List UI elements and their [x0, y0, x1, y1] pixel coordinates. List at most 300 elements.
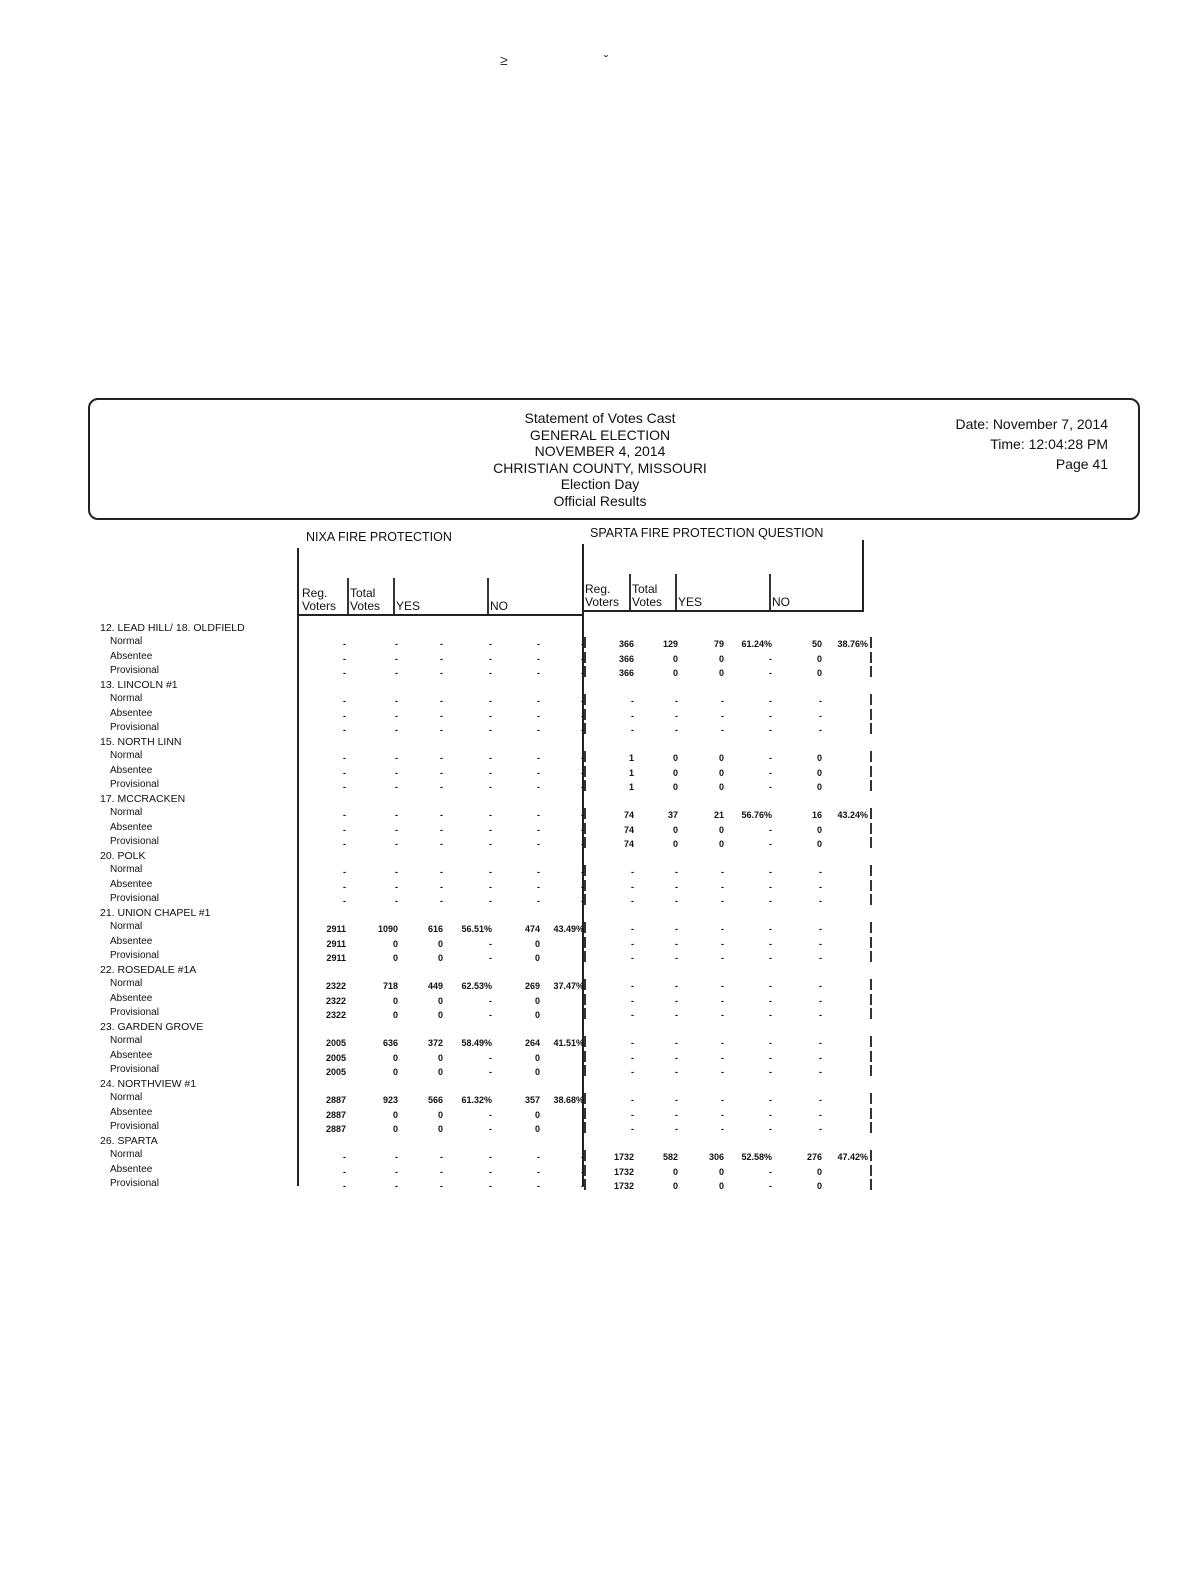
- table-row: [0, 1107, 1200, 1121]
- nixa-cell: 37.47%: [553, 981, 584, 992]
- sparta-cell: 0: [816, 1166, 822, 1177]
- sparta-cell: 74: [623, 810, 634, 821]
- sparta-row-end-tick: [870, 994, 872, 1005]
- nixa-cell: -: [395, 710, 398, 721]
- sparta-row-end-tick: [870, 951, 872, 962]
- vote-type-label: Normal: [110, 1035, 143, 1047]
- sparta-cell: -: [675, 867, 678, 878]
- sparta-cell: -: [769, 1066, 772, 1077]
- table-row: [0, 1064, 1200, 1078]
- vote-type-label: Absentee: [110, 1106, 153, 1118]
- sparta-cell: 0: [718, 1180, 724, 1191]
- sparta-cell: 1732: [613, 1152, 634, 1163]
- vote-type-label: Absentee: [110, 1049, 153, 1061]
- vote-type-label: Normal: [110, 807, 143, 819]
- sparta-cell: -: [675, 881, 678, 892]
- table-row: [0, 722, 1200, 736]
- nixa-cell: -: [440, 881, 443, 892]
- nixa-cell: -: [343, 653, 346, 664]
- nixa-cell: 0: [392, 938, 398, 949]
- sparta-cell: -: [769, 667, 772, 678]
- sparta-cell: -: [819, 1095, 822, 1106]
- nixa-cell: -: [489, 1152, 492, 1163]
- nixa-cell: -: [537, 696, 540, 707]
- nixa-cell: 0: [534, 952, 540, 963]
- nixa-cell: 0: [534, 1109, 540, 1120]
- vote-type-label: Provisional: [110, 664, 159, 676]
- sparta-cell: -: [631, 1052, 634, 1063]
- sparta-cell: -: [675, 696, 678, 707]
- precinct-row: [0, 679, 1200, 693]
- sparta-cell: 0: [718, 781, 724, 792]
- nixa-cell: -: [440, 653, 443, 664]
- vote-type-label: Absentee: [110, 707, 153, 719]
- sparta-cell: -: [819, 1038, 822, 1049]
- nixa-cell: -: [343, 781, 346, 792]
- table-row: [0, 665, 1200, 679]
- nixa-cell: -: [581, 667, 584, 678]
- nixa-cell: -: [395, 781, 398, 792]
- sparta-cell: -: [819, 867, 822, 878]
- nixa-cell: -: [537, 710, 540, 721]
- precinct-row: [0, 907, 1200, 921]
- table-row: [0, 950, 1200, 964]
- sparta-cell: -: [631, 881, 634, 892]
- sparta-cell: -: [675, 938, 678, 949]
- table-row: [0, 779, 1200, 793]
- sparta-cell: -: [769, 653, 772, 664]
- nixa-cell: 0: [392, 1009, 398, 1020]
- nixa-cell: 0: [534, 995, 540, 1006]
- sparta-cell: 366: [618, 667, 634, 678]
- sparta-cell: -: [819, 1123, 822, 1134]
- sparta-cell: -: [769, 753, 772, 764]
- table-row: [0, 936, 1200, 950]
- nixa-cell: -: [537, 1152, 540, 1163]
- sparta-row-end-tick: [870, 723, 872, 734]
- sparta-cell: -: [675, 1052, 678, 1063]
- nixa-cell: 0: [534, 938, 540, 949]
- report-header: [88, 398, 1140, 520]
- nixa-cell: 0: [392, 952, 398, 963]
- nixa-cell: -: [489, 639, 492, 650]
- sparta-row-end-tick: [870, 1008, 872, 1019]
- vote-type-label: Provisional: [110, 1120, 159, 1132]
- sparta-row-end-tick: [870, 751, 872, 762]
- sparta-cell: 0: [672, 781, 678, 792]
- sparta-cell: -: [721, 1038, 724, 1049]
- nixa-cell: -: [440, 767, 443, 778]
- precinct-name: 13. LINCOLN #1: [100, 679, 178, 691]
- nixa-cell: 0: [437, 1066, 443, 1077]
- table-row: [0, 807, 1200, 821]
- sparta-cell: -: [819, 881, 822, 892]
- sparta-cell: -: [769, 781, 772, 792]
- sparta-cell: -: [819, 1066, 822, 1077]
- nixa-cell: -: [581, 881, 584, 892]
- nixa-cell: -: [343, 895, 346, 906]
- nixa-cell: -: [537, 895, 540, 906]
- sparta-col-reg-line2: Voters: [585, 595, 620, 609]
- nixa-cell: 449: [427, 981, 443, 992]
- sparta-cell: -: [631, 995, 634, 1006]
- sparta-cell: -: [721, 895, 724, 906]
- vote-type-label: Normal: [110, 750, 143, 762]
- vote-type-label: Normal: [110, 864, 143, 876]
- table-row: [0, 1092, 1200, 1106]
- sparta-cell: -: [819, 1052, 822, 1063]
- nixa-cell: -: [537, 867, 540, 878]
- nixa-cell: -: [343, 1152, 346, 1163]
- nixa-cell: -: [489, 1066, 492, 1077]
- nixa-cell: 43.49%: [553, 924, 584, 935]
- table-row: [0, 993, 1200, 1007]
- sparta-cell: -: [819, 1109, 822, 1120]
- sparta-cell: -: [721, 1009, 724, 1020]
- nixa-cell: 38.68%: [553, 1095, 584, 1106]
- table-row: [0, 1121, 1200, 1135]
- nixa-cell: -: [440, 753, 443, 764]
- vote-type-label: Provisional: [110, 892, 159, 904]
- sparta-cell: -: [819, 995, 822, 1006]
- sparta-cell: 0: [672, 1166, 678, 1177]
- sparta-cell: 1: [628, 767, 634, 778]
- sparta-cell: 1: [628, 753, 634, 764]
- sparta-cell: 276: [806, 1152, 822, 1163]
- sparta-cell: 0: [672, 653, 678, 664]
- sparta-row-end-tick: [870, 694, 872, 705]
- nixa-cell: 2322: [325, 981, 346, 992]
- table-row: [0, 1035, 1200, 1049]
- election-name: GENERAL ELECTION: [529, 426, 671, 443]
- nixa-cell: -: [537, 810, 540, 821]
- nixa-cell: -: [537, 753, 540, 764]
- sparta-cell: -: [675, 1038, 678, 1049]
- nixa-cell: -: [489, 995, 492, 1006]
- sparta-cell: -: [675, 1066, 678, 1077]
- precinct-row: [0, 1021, 1200, 1035]
- vote-type-label: Provisional: [110, 721, 159, 733]
- precinct-row: [0, 793, 1200, 807]
- sparta-cell: 74: [623, 838, 634, 849]
- sparta-cell: -: [721, 1095, 724, 1106]
- nixa-col-reg-line2: Voters: [302, 599, 337, 613]
- nixa-cell: -: [395, 667, 398, 678]
- nixa-cell: 0: [392, 995, 398, 1006]
- nixa-cell: -: [537, 838, 540, 849]
- sparta-row-end-tick: [870, 652, 872, 663]
- sparta-cell: -: [769, 952, 772, 963]
- nixa-cell: -: [537, 639, 540, 650]
- election-date: NOVEMBER 4, 2014: [534, 443, 666, 459]
- sparta-cell: 38.76%: [837, 639, 868, 650]
- sparta-cell: -: [631, 867, 634, 878]
- report-title: Statement of Votes Cast: [524, 410, 676, 426]
- sparta-cell: -: [675, 952, 678, 963]
- nixa-cell: -: [343, 767, 346, 778]
- sparta-cell: 306: [708, 1152, 724, 1163]
- sparta-cell: 16: [811, 810, 822, 821]
- sparta-cell: -: [631, 938, 634, 949]
- nixa-cell: 2005: [325, 1052, 346, 1063]
- nixa-col-reg-line1: Reg.: [302, 586, 328, 600]
- sparta-cell: -: [769, 895, 772, 906]
- nixa-cell: -: [537, 781, 540, 792]
- nixa-cell: -: [489, 1166, 492, 1177]
- nixa-cell: -: [343, 824, 346, 835]
- sparta-cell: -: [631, 952, 634, 963]
- sparta-cell: -: [769, 1180, 772, 1191]
- nixa-cell: 0: [534, 1123, 540, 1134]
- nixa-cell: -: [581, 781, 584, 792]
- nixa-cell: 0: [392, 1109, 398, 1120]
- sparta-cell: 43.24%: [837, 810, 868, 821]
- nixa-cell: 566: [427, 1095, 443, 1106]
- sparta-cell: -: [769, 1166, 772, 1177]
- sparta-col-total-line2: Votes: [632, 595, 663, 609]
- sparta-cell: -: [819, 724, 822, 735]
- nixa-cell: -: [395, 767, 398, 778]
- nixa-cell: 474: [524, 924, 540, 935]
- sparta-cell: -: [675, 995, 678, 1006]
- nixa-cell: -: [489, 867, 492, 878]
- sparta-cell: 0: [672, 1180, 678, 1191]
- sparta-cell: -: [675, 1009, 678, 1020]
- sparta-cell: -: [631, 924, 634, 935]
- sparta-cell: -: [819, 1009, 822, 1020]
- sparta-cell: -: [769, 995, 772, 1006]
- nixa-cell: 0: [534, 1052, 540, 1063]
- nixa-cell: -: [343, 710, 346, 721]
- nixa-cell: -: [489, 781, 492, 792]
- report-meta: [955, 414, 1108, 474]
- sparta-cell: -: [721, 981, 724, 992]
- sparta-cell: 0: [816, 767, 822, 778]
- sparta-cell: -: [721, 867, 724, 878]
- vote-type-label: Normal: [110, 978, 143, 990]
- precinct-name: 23. GARDEN GROVE: [100, 1021, 204, 1033]
- jurisdiction: CHRISTIAN COUNTY, MISSOURI: [493, 459, 707, 476]
- sparta-cell: -: [631, 1009, 634, 1020]
- nixa-cell: -: [489, 1052, 492, 1063]
- sparta-cell: 0: [816, 753, 822, 764]
- page-number: Page 41: [1055, 456, 1108, 472]
- nixa-cell: 0: [392, 1123, 398, 1134]
- nixa-cell: 2911: [326, 924, 346, 935]
- vote-type-label: Absentee: [110, 764, 153, 776]
- table-row: [0, 750, 1200, 764]
- sparta-cell: -: [721, 1052, 724, 1063]
- sparta-col-reg-line1: Reg.: [585, 582, 611, 596]
- sparta-cell: -: [721, 924, 724, 935]
- table-row: [0, 822, 1200, 836]
- sparta-cell: -: [631, 1095, 634, 1106]
- sparta-cell: 0: [672, 824, 678, 835]
- table-row: [0, 1050, 1200, 1064]
- nixa-cell: 56.51%: [461, 924, 492, 935]
- nixa-cell: 372: [427, 1038, 443, 1049]
- sparta-cell: -: [769, 938, 772, 949]
- nixa-cell: -: [537, 653, 540, 664]
- sparta-cell: -: [819, 696, 822, 707]
- sparta-cell: -: [769, 838, 772, 849]
- sparta-cell: 1732: [613, 1166, 634, 1177]
- sparta-cell: -: [769, 924, 772, 935]
- nixa-cell: 2911: [326, 938, 346, 949]
- vote-type-label: Provisional: [110, 1063, 159, 1075]
- nixa-col-no: NO: [490, 599, 508, 613]
- sparta-cell: -: [721, 724, 724, 735]
- vote-type-label: Normal: [110, 693, 143, 705]
- nixa-no-divider: [487, 578, 489, 614]
- nixa-cell: -: [489, 952, 492, 963]
- sparta-cell: -: [819, 924, 822, 935]
- sparta-cell: 74: [623, 824, 634, 835]
- sparta-cell: 0: [718, 1166, 724, 1177]
- nixa-cell: 0: [437, 1109, 443, 1120]
- nixa-cell: 41.51%: [553, 1038, 584, 1049]
- precinct-name: 21. UNION CHAPEL #1: [100, 907, 211, 919]
- nixa-header-rule: [297, 614, 582, 616]
- nixa-cell: -: [395, 867, 398, 878]
- nixa-cell: -: [489, 1009, 492, 1020]
- sparta-cell: -: [721, 952, 724, 963]
- sparta-cell: -: [721, 1123, 724, 1134]
- sparta-cell: -: [769, 1095, 772, 1106]
- nixa-cell: -: [440, 824, 443, 835]
- nixa-cell: -: [489, 667, 492, 678]
- sparta-cell: -: [631, 724, 634, 735]
- sparta-cell: -: [819, 895, 822, 906]
- nixa-cell: -: [489, 1109, 492, 1120]
- sparta-cell: 0: [816, 653, 822, 664]
- table-row: [0, 636, 1200, 650]
- sparta-row-end-tick: [870, 880, 872, 891]
- sparta-cell: -: [721, 696, 724, 707]
- sparta-cell: 0: [672, 753, 678, 764]
- sparta-cell: 0: [718, 838, 724, 849]
- nixa-cell: -: [440, 781, 443, 792]
- sparta-cell: -: [631, 981, 634, 992]
- sparta-cell: 1732: [613, 1180, 634, 1191]
- nixa-cell: -: [581, 767, 584, 778]
- nixa-cell: -: [440, 810, 443, 821]
- nixa-cell: -: [343, 838, 346, 849]
- nixa-cell: -: [343, 881, 346, 892]
- nixa-cell: -: [395, 653, 398, 664]
- nixa-cell: 0: [437, 952, 443, 963]
- sparta-cell: -: [769, 867, 772, 878]
- nixa-col-total-line2: Votes: [350, 599, 381, 613]
- sparta-cell: 129: [662, 639, 678, 650]
- sparta-cell: -: [769, 710, 772, 721]
- vote-type-label: Normal: [110, 921, 143, 933]
- nixa-cell: -: [489, 810, 492, 821]
- nixa-cell: -: [537, 1180, 540, 1191]
- precinct-row: [0, 736, 1200, 750]
- nixa-cell: -: [581, 653, 584, 664]
- sparta-cell: -: [675, 1123, 678, 1134]
- nixa-cell: -: [581, 1166, 584, 1177]
- sparta-row-end-tick: [870, 894, 872, 905]
- sparta-cell: -: [675, 1109, 678, 1120]
- sparta-total-divider: [629, 574, 631, 610]
- nixa-cell: -: [440, 1152, 443, 1163]
- sparta-cell: -: [769, 824, 772, 835]
- sparta-cell: 56.76%: [741, 810, 772, 821]
- sparta-col-no: NO: [772, 595, 790, 609]
- vote-type-label: Absentee: [110, 650, 153, 662]
- nixa-col-reg-voters: [302, 587, 336, 613]
- sparta-cell: -: [631, 1123, 634, 1134]
- nixa-cell: 2005: [325, 1038, 346, 1049]
- precinct-name: 15. NORTH LINN: [100, 736, 182, 748]
- sparta-cell: -: [631, 710, 634, 721]
- sparta-cell: 21: [713, 810, 724, 821]
- sparta-cell: 37: [667, 810, 678, 821]
- sparta-cell: -: [631, 696, 634, 707]
- sparta-cell: -: [721, 995, 724, 1006]
- nixa-col-total-line1: Total: [350, 586, 376, 600]
- nixa-cell: -: [581, 696, 584, 707]
- nixa-cell: -: [581, 710, 584, 721]
- precinct-name: 17. MCCRACKEN: [100, 793, 186, 805]
- nixa-col-total-votes: [350, 587, 380, 613]
- nixa-cell: -: [440, 639, 443, 650]
- sparta-col-reg-voters: [585, 583, 619, 609]
- nixa-cell: -: [395, 895, 398, 906]
- nixa-cell: -: [489, 724, 492, 735]
- table-row: [0, 1149, 1200, 1163]
- sparta-cell: -: [721, 1109, 724, 1120]
- vote-type-label: Provisional: [110, 1006, 159, 1018]
- sparta-cell: -: [675, 710, 678, 721]
- sparta-cell: 0: [816, 1180, 822, 1191]
- table-row: [0, 978, 1200, 992]
- nixa-cell: -: [537, 667, 540, 678]
- nixa-cell: 2005: [325, 1066, 346, 1077]
- sparta-cell: 366: [618, 653, 634, 664]
- nixa-cell: -: [581, 753, 584, 764]
- sparta-cell: -: [769, 1123, 772, 1134]
- nixa-cell: 61.32%: [461, 1095, 492, 1106]
- sparta-cell: -: [769, 881, 772, 892]
- sparta-cell: -: [769, 724, 772, 735]
- sparta-row-end-tick: [870, 766, 872, 777]
- nixa-cell: -: [395, 838, 398, 849]
- nixa-cell: 1090: [377, 924, 398, 935]
- nixa-cell: -: [537, 824, 540, 835]
- sparta-cell: 52.58%: [741, 1152, 772, 1163]
- sparta-no-divider: [769, 574, 771, 610]
- sparta-cell: -: [675, 924, 678, 935]
- nixa-cell: 0: [392, 1052, 398, 1063]
- sparta-cell: -: [631, 1066, 634, 1077]
- nixa-cell: -: [440, 1180, 443, 1191]
- sparta-row-end-tick: [870, 808, 872, 819]
- nixa-cell: -: [440, 838, 443, 849]
- table-row: [0, 921, 1200, 935]
- nixa-cell: -: [343, 639, 346, 650]
- sparta-header-rule: [582, 610, 864, 612]
- table-row: [0, 836, 1200, 850]
- nixa-cell: 0: [534, 1009, 540, 1020]
- nixa-cell: 0: [437, 1123, 443, 1134]
- sparta-cell: -: [721, 938, 724, 949]
- sparta-cell: 0: [816, 838, 822, 849]
- sparta-row-end-tick: [870, 1165, 872, 1176]
- contest-title-nixa: NIXA FIRE PROTECTION: [306, 530, 452, 544]
